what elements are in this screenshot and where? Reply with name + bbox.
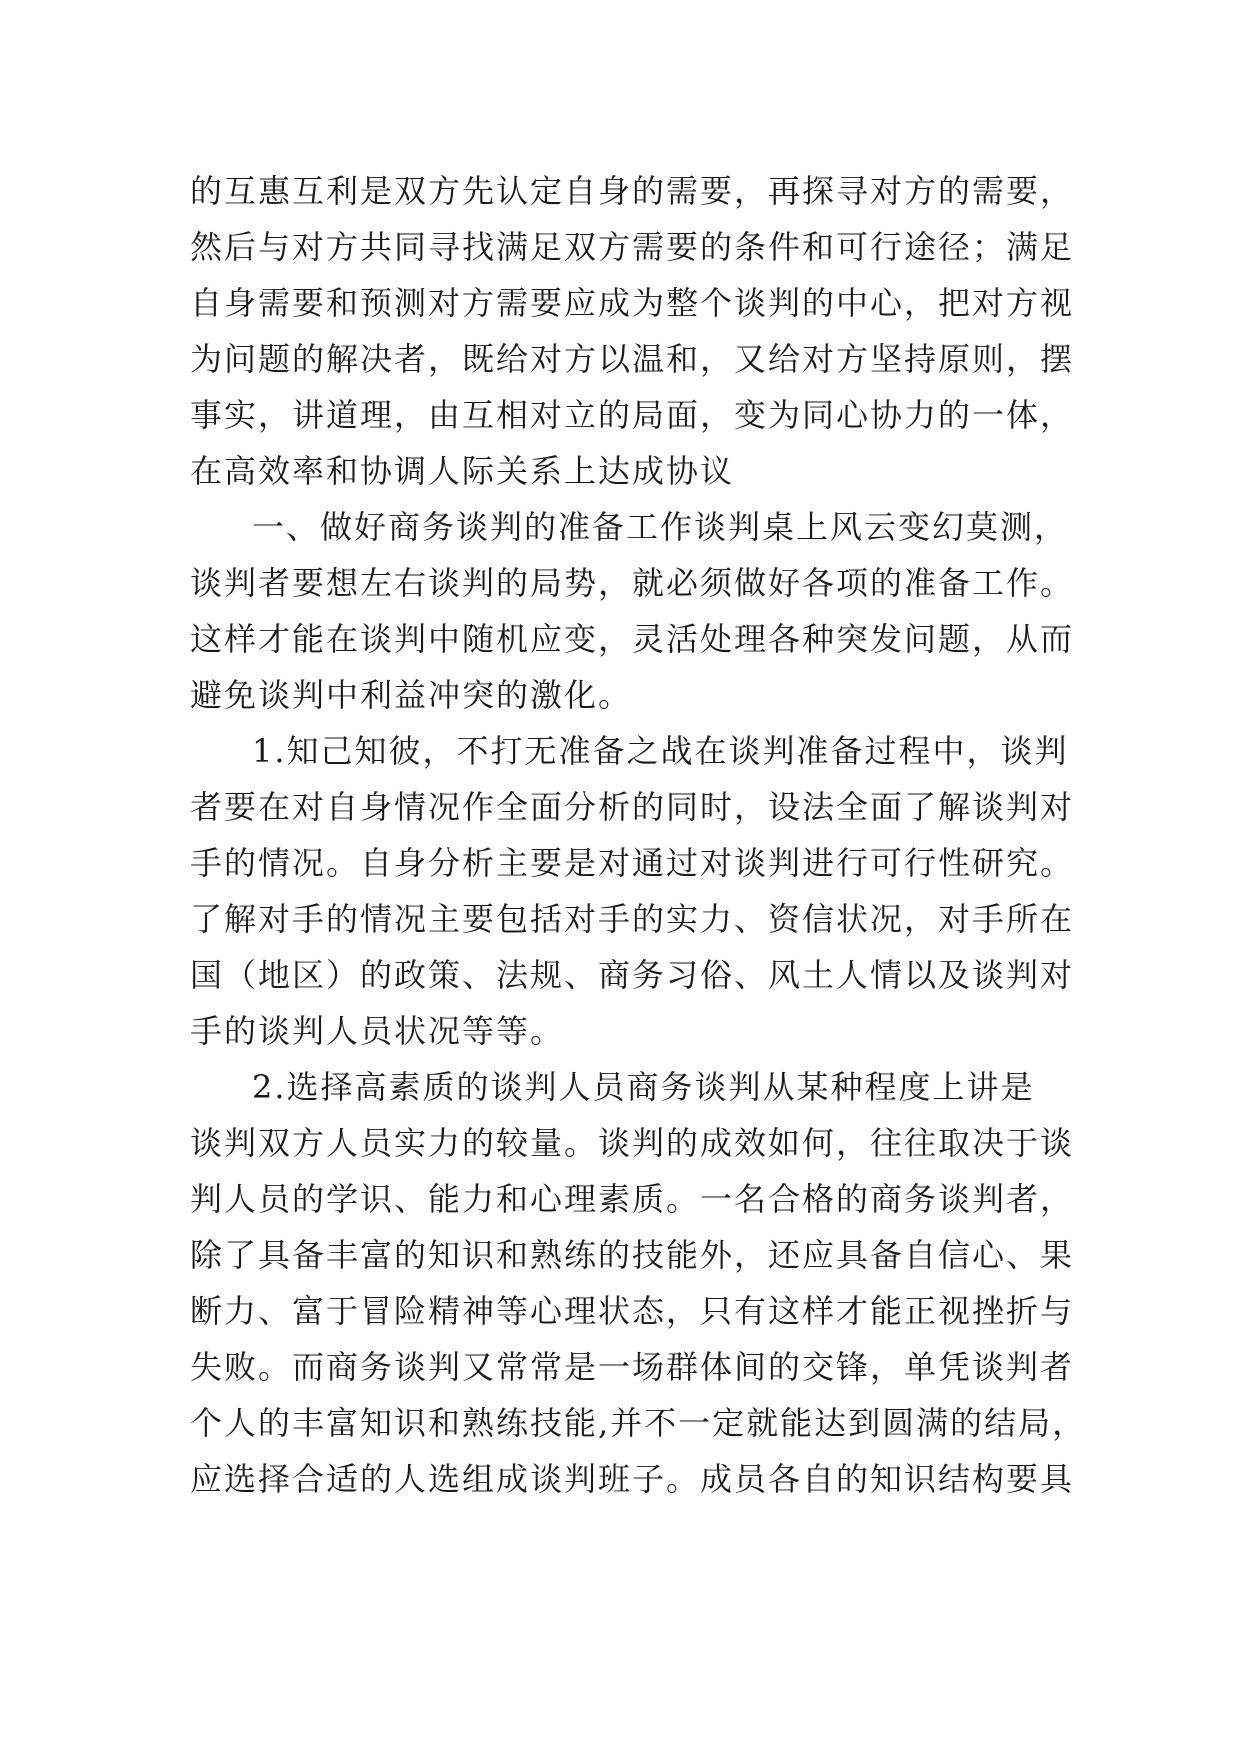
text-line: 避免谈判中利益冲突的激化。 bbox=[190, 676, 633, 714]
text-line: 个人的丰富知识和熟练技能,并不一定就能达到圆满的结局， bbox=[190, 1404, 1087, 1442]
text-line: 然后与对方共同寻找满足双方需要的条件和可行途径；满足 bbox=[190, 228, 1075, 266]
text-line: 谈判双方人员实力的较量。谈判的成效如何，往往取决于谈 bbox=[190, 1124, 1075, 1162]
text-line: 了解对手的情况主要包括对手的实力、资信状况，对手所在 bbox=[190, 900, 1075, 938]
body-text bbox=[190, 163, 1087, 1507]
text-line: 手的谈判人员状况等等。 bbox=[190, 1012, 565, 1050]
text-line: 这样才能在谈判中随机应变，灵活处理各种突发问题，从而 bbox=[190, 620, 1075, 658]
text-line: 在高效率和协调人际关系上达成协议 bbox=[190, 452, 735, 490]
text-line: 一、做好商务谈判的准备工作谈判桌上风云变幻莫测， bbox=[252, 508, 1069, 546]
text-line: 谈判者要想左右谈判的局势，就必须做好各项的准备工作。 bbox=[190, 564, 1075, 602]
text-line: 失败。而商务谈判又常常是一场群体间的交锋，单凭谈判者 bbox=[190, 1348, 1075, 1386]
text-line: 手的情况。自身分析主要是对通过对谈判进行可行性研究。 bbox=[190, 844, 1075, 882]
text-line: 为问题的解决者，既给对方以温和，又给对方坚持原则，摆 bbox=[190, 340, 1075, 378]
text-line: 判人员的学识、能力和心理素质。一名合格的商务谈判者， bbox=[190, 1180, 1075, 1218]
text-line: 事实，讲道理，由互相对立的局面，变为同心协力的一体， bbox=[190, 396, 1075, 434]
text-line: 自身需要和预测对方需要应成为整个谈判的中心，把对方视 bbox=[190, 284, 1075, 322]
text-line: 断力、富于冒险精神等心理状态，只有这样才能正视挫折与 bbox=[190, 1292, 1075, 1330]
paragraph bbox=[190, 499, 1075, 723]
text-line: 2.选择高素质的谈判人员商务谈判从某种程度上讲是 bbox=[252, 1068, 1035, 1106]
paragraph bbox=[190, 163, 1075, 499]
text-line: 1.知己知彼，不打无准备之战在谈判准备过程中，谈判 bbox=[252, 732, 1069, 770]
text-line: 者要在对自身情况作全面分析的同时，设法全面了解谈判对 bbox=[190, 788, 1075, 826]
paragraph bbox=[190, 1059, 1087, 1507]
text-line: 除了具备丰富的知识和熟练的技能外，还应具备自信心、果 bbox=[190, 1236, 1075, 1274]
paragraph bbox=[190, 723, 1075, 1059]
text-line: 应选择合适的人选组成谈判班子。成员各自的知识结构要具 bbox=[190, 1460, 1075, 1498]
text-line: 国（地区）的政策、法规、商务习俗、风土人情以及谈判对 bbox=[190, 956, 1075, 994]
text-line: 的互惠互利是双方先认定自身的需要，再探寻对方的需要， bbox=[190, 172, 1075, 210]
